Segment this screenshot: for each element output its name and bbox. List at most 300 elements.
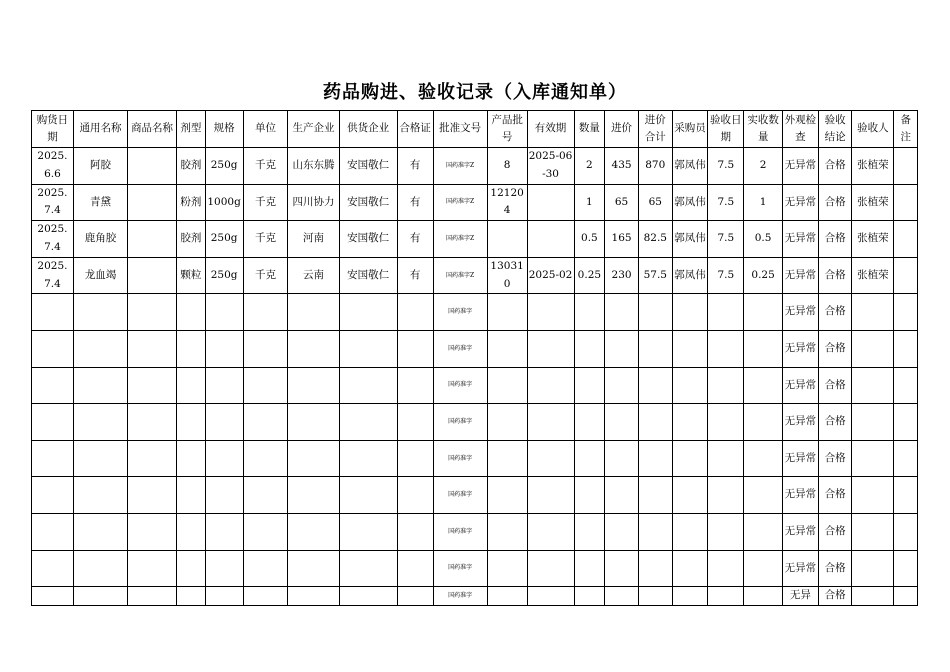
table-cell: 0.5 [574, 221, 605, 258]
table-cell: 无异常 [783, 148, 819, 185]
table-cell [638, 367, 672, 404]
column-header: 产品批号 [487, 111, 527, 148]
table-cell: 千克 [243, 257, 288, 294]
column-header: 实收数量 [744, 111, 783, 148]
table-cell [177, 404, 206, 441]
table-cell [894, 148, 918, 185]
table-cell [73, 404, 127, 441]
table-cell [32, 367, 74, 404]
table-cell [894, 257, 918, 294]
table-cell: 张植荣 [852, 221, 894, 258]
table-cell: 合格 [818, 404, 852, 441]
table-cell: 合格 [818, 184, 852, 221]
table-cell [605, 404, 639, 441]
table-cell [128, 367, 177, 404]
table-cell [128, 221, 177, 258]
table-cell [487, 513, 527, 550]
column-header: 采购员 [672, 111, 708, 148]
table-cell: 无异常 [783, 367, 819, 404]
table-cell [605, 367, 639, 404]
table-cell [397, 330, 433, 367]
table-row [32, 477, 918, 514]
column-header: 生产企业 [288, 111, 339, 148]
table-cell [32, 330, 74, 367]
table-cell: 合格 [818, 257, 852, 294]
table-cell [852, 440, 894, 477]
table-cell [32, 440, 74, 477]
table-cell [205, 404, 243, 441]
table-cell [243, 587, 288, 606]
table-cell [852, 477, 894, 514]
table-cell [852, 550, 894, 587]
table-cell [243, 330, 288, 367]
table-cell [243, 550, 288, 587]
table-cell: 有 [397, 148, 433, 185]
header-row [32, 111, 918, 148]
table-cell [288, 294, 339, 331]
table-cell: 粉剂 [177, 184, 206, 221]
table-cell [73, 330, 127, 367]
table-cell [708, 440, 744, 477]
table-cell [288, 477, 339, 514]
table-cell [708, 330, 744, 367]
table-cell: 合格 [818, 477, 852, 514]
table-cell [605, 294, 639, 331]
table-cell: 无异常 [783, 550, 819, 587]
table-cell: 合格 [818, 440, 852, 477]
table-cell [73, 513, 127, 550]
table-cell [708, 294, 744, 331]
table-cell [339, 294, 397, 331]
table-cell: 国药准字 [433, 477, 487, 514]
table-row [32, 294, 918, 331]
table-cell: 国药准字Z [433, 184, 487, 221]
table-cell: 张植荣 [852, 148, 894, 185]
table-cell: 鹿角胶 [73, 221, 127, 258]
table-cell [177, 587, 206, 606]
table-cell: 合格 [818, 587, 852, 606]
table-cell [397, 404, 433, 441]
table-cell [744, 477, 783, 514]
table-cell: 国药准字 [433, 404, 487, 441]
table-cell [73, 367, 127, 404]
table-cell: 国药准字 [433, 550, 487, 587]
table-cell [288, 330, 339, 367]
table-cell: 颗粒 [177, 257, 206, 294]
table-cell [397, 513, 433, 550]
table-cell [672, 513, 708, 550]
table-cell: 1000g [205, 184, 243, 221]
table-cell [574, 513, 605, 550]
table-cell [744, 440, 783, 477]
table-cell [852, 367, 894, 404]
table-cell: 郭凤伟 [672, 148, 708, 185]
column-header: 合格证 [397, 111, 433, 148]
table-cell: 2 [744, 148, 783, 185]
table-cell [288, 550, 339, 587]
table-cell: 合格 [818, 148, 852, 185]
column-header: 规格 [205, 111, 243, 148]
table-cell [672, 330, 708, 367]
table-cell: 无异常 [783, 257, 819, 294]
column-header: 商品名称 [128, 111, 177, 148]
table-cell: 千克 [243, 184, 288, 221]
table-cell: 无异常 [783, 440, 819, 477]
table-cell [128, 294, 177, 331]
table-cell [527, 550, 574, 587]
table-cell [32, 477, 74, 514]
table-cell: 165 [605, 221, 639, 258]
table-cell [672, 294, 708, 331]
table-cell [638, 294, 672, 331]
table-cell: 千克 [243, 148, 288, 185]
table-cell: 有 [397, 221, 433, 258]
table-row [32, 184, 918, 221]
table-cell: 合格 [818, 513, 852, 550]
table-cell [128, 330, 177, 367]
table-cell: 郭凤伟 [672, 221, 708, 258]
table-cell [128, 404, 177, 441]
table-cell: 230 [605, 257, 639, 294]
table-cell: 安国敬仁 [339, 221, 397, 258]
table-cell [487, 330, 527, 367]
table-cell [205, 367, 243, 404]
table-cell [177, 367, 206, 404]
table-cell [708, 587, 744, 606]
table-cell [177, 550, 206, 587]
table-row [32, 513, 918, 550]
table-cell [574, 440, 605, 477]
table-cell [894, 587, 918, 606]
table-cell [205, 440, 243, 477]
table-cell [73, 587, 127, 606]
table-cell: 2025-06-30 [527, 148, 574, 185]
table-cell [744, 367, 783, 404]
table-cell [744, 513, 783, 550]
table-cell [32, 513, 74, 550]
table-cell [32, 550, 74, 587]
table-cell: 0.25 [744, 257, 783, 294]
table-cell [527, 330, 574, 367]
table-cell [32, 294, 74, 331]
table-cell [288, 440, 339, 477]
table-cell: 无异常 [783, 513, 819, 550]
table-cell [339, 330, 397, 367]
table-cell [605, 587, 639, 606]
table-cell: 1 [574, 184, 605, 221]
table-cell [574, 404, 605, 441]
table-cell [744, 330, 783, 367]
table-cell [177, 477, 206, 514]
table-cell [852, 513, 894, 550]
table-cell [894, 440, 918, 477]
table-cell [205, 477, 243, 514]
table-cell [852, 294, 894, 331]
table-cell: 250g [205, 221, 243, 258]
table-cell [339, 550, 397, 587]
table-cell: 250g [205, 148, 243, 185]
table-cell [638, 404, 672, 441]
column-header: 验收人 [852, 111, 894, 148]
table-cell [243, 404, 288, 441]
table-cell [894, 477, 918, 514]
table-cell [852, 404, 894, 441]
table-row [32, 440, 918, 477]
table-row [32, 550, 918, 587]
table-cell [638, 440, 672, 477]
table-cell: 安国敬仁 [339, 148, 397, 185]
table-cell [243, 477, 288, 514]
table-cell [73, 440, 127, 477]
table-cell: 无异常 [783, 330, 819, 367]
table-cell: 无异常 [783, 294, 819, 331]
table-cell [894, 367, 918, 404]
table-cell [708, 477, 744, 514]
table-cell: 2025.6.6 [32, 148, 74, 185]
table-cell [527, 477, 574, 514]
table-cell [487, 404, 527, 441]
table-cell: 合格 [818, 294, 852, 331]
table-cell [574, 550, 605, 587]
table-cell [894, 550, 918, 587]
table-cell: 0.5 [744, 221, 783, 258]
table-cell [527, 294, 574, 331]
table-cell [894, 221, 918, 258]
table-cell [397, 440, 433, 477]
column-header: 验收结论 [818, 111, 852, 148]
table-cell [852, 330, 894, 367]
table-cell: 2025.7.4 [32, 221, 74, 258]
table-cell: 国药准字 [433, 513, 487, 550]
table-cell [527, 367, 574, 404]
record-table [31, 110, 918, 606]
table-cell [339, 587, 397, 606]
table-cell: 有 [397, 184, 433, 221]
table-cell: 无异常 [783, 221, 819, 258]
table-cell [397, 294, 433, 331]
table-cell [177, 294, 206, 331]
table-cell [605, 477, 639, 514]
table-cell [672, 587, 708, 606]
table-cell: 国药准字Z [433, 257, 487, 294]
table-cell: 130310 [487, 257, 527, 294]
table-cell: 合格 [818, 221, 852, 258]
table-cell [128, 587, 177, 606]
table-cell [638, 330, 672, 367]
table-cell [527, 513, 574, 550]
table-cell [205, 294, 243, 331]
table-cell [527, 404, 574, 441]
table-header [32, 111, 918, 148]
table-cell [574, 294, 605, 331]
table-cell [708, 513, 744, 550]
table-cell [339, 513, 397, 550]
table-body [32, 148, 918, 606]
table-cell: 国药准字 [433, 440, 487, 477]
table-row [32, 257, 918, 294]
table-cell [894, 184, 918, 221]
column-header: 外观检查 [783, 111, 819, 148]
table-cell: 无异常 [783, 477, 819, 514]
table-cell [487, 440, 527, 477]
table-cell [128, 148, 177, 185]
table-cell [243, 513, 288, 550]
table-cell [605, 550, 639, 587]
table-cell [852, 587, 894, 606]
table-cell: 国药准字 [433, 330, 487, 367]
table-cell: 8 [487, 148, 527, 185]
table-cell [288, 513, 339, 550]
column-header: 通用名称 [73, 111, 127, 148]
table-row [32, 148, 918, 185]
table-cell [487, 550, 527, 587]
table-cell: 国药准字Z [433, 148, 487, 185]
table-cell [128, 513, 177, 550]
table-cell [128, 440, 177, 477]
column-header: 有效期 [527, 111, 574, 148]
table-cell: 无异常 [783, 404, 819, 441]
table-cell: 121204 [487, 184, 527, 221]
table-cell: 2025.7.4 [32, 184, 74, 221]
table-cell [708, 404, 744, 441]
table-cell: 82.5 [638, 221, 672, 258]
table-cell [744, 550, 783, 587]
table-cell [527, 221, 574, 258]
table-row [32, 221, 918, 258]
table-cell: 无异常 [783, 184, 819, 221]
table-cell [574, 587, 605, 606]
table-cell [73, 294, 127, 331]
table-cell: 安国敬仁 [339, 257, 397, 294]
table-cell: 无异 [783, 587, 819, 606]
table-cell [487, 367, 527, 404]
table-cell [527, 184, 574, 221]
table-cell [243, 367, 288, 404]
table-cell: 7.5 [708, 221, 744, 258]
table-cell [128, 477, 177, 514]
table-cell [177, 513, 206, 550]
table-cell [339, 440, 397, 477]
table-cell [527, 587, 574, 606]
table-cell: 250g [205, 257, 243, 294]
table-cell: 安国敬仁 [339, 184, 397, 221]
table-cell [894, 404, 918, 441]
column-header: 进价合计 [638, 111, 672, 148]
column-header: 供货企业 [339, 111, 397, 148]
table-cell [487, 294, 527, 331]
table-cell [128, 184, 177, 221]
table-cell [744, 587, 783, 606]
table-cell [605, 330, 639, 367]
table-cell: 57.5 [638, 257, 672, 294]
table-cell [487, 221, 527, 258]
table-cell [397, 367, 433, 404]
table-cell: 7.5 [708, 184, 744, 221]
table-cell: 1 [744, 184, 783, 221]
table-cell: 国药准字Z [433, 221, 487, 258]
table-row [32, 330, 918, 367]
table-cell [672, 477, 708, 514]
table-cell [73, 550, 127, 587]
table-cell [708, 550, 744, 587]
table-cell [672, 367, 708, 404]
table-cell [32, 404, 74, 441]
column-header: 进价 [605, 111, 639, 148]
table-cell: 千克 [243, 221, 288, 258]
table-cell: 合格 [818, 367, 852, 404]
column-header: 验收日期 [708, 111, 744, 148]
table-cell [177, 440, 206, 477]
table-cell [397, 587, 433, 606]
table-cell: 四川协力 [288, 184, 339, 221]
table-cell [605, 440, 639, 477]
table-cell [397, 477, 433, 514]
table-cell [288, 367, 339, 404]
table-cell [128, 257, 177, 294]
table-cell: 青黛 [73, 184, 127, 221]
table-cell [487, 587, 527, 606]
column-header: 备注 [894, 111, 918, 148]
table-cell [397, 550, 433, 587]
table-cell: 国药准字 [433, 367, 487, 404]
table-row [32, 367, 918, 404]
table-row [32, 404, 918, 441]
table-cell [205, 330, 243, 367]
table-cell: 2025-02 [527, 257, 574, 294]
table-cell: 合格 [818, 550, 852, 587]
table-cell [672, 550, 708, 587]
table-cell: 云南 [288, 257, 339, 294]
table-cell: 合格 [818, 330, 852, 367]
table-cell [527, 440, 574, 477]
column-header: 批准文号 [433, 111, 487, 148]
column-header: 单位 [243, 111, 288, 148]
table-row [32, 587, 918, 606]
table-cell [243, 294, 288, 331]
table-cell: 张植荣 [852, 257, 894, 294]
table-cell [638, 513, 672, 550]
table-cell [205, 587, 243, 606]
table-cell: 65 [638, 184, 672, 221]
table-cell: 郭凤伟 [672, 184, 708, 221]
column-header: 剂型 [177, 111, 206, 148]
table-cell [32, 587, 74, 606]
table-cell [894, 330, 918, 367]
table-cell [205, 550, 243, 587]
table-cell [894, 294, 918, 331]
table-cell: 河南 [288, 221, 339, 258]
table-cell: 65 [605, 184, 639, 221]
table-cell: 有 [397, 257, 433, 294]
table-cell [574, 367, 605, 404]
table-cell: 0.25 [574, 257, 605, 294]
table-cell [288, 404, 339, 441]
table-cell: 7.5 [708, 148, 744, 185]
table-cell [672, 440, 708, 477]
column-header: 购货日期 [32, 111, 74, 148]
table-cell [638, 587, 672, 606]
table-cell [672, 404, 708, 441]
table-cell [605, 513, 639, 550]
table-cell [638, 477, 672, 514]
table-cell: 2025.7.4 [32, 257, 74, 294]
table-cell [288, 587, 339, 606]
table-cell [128, 550, 177, 587]
table-cell: 张植荣 [852, 184, 894, 221]
table-cell [205, 513, 243, 550]
table-cell [177, 330, 206, 367]
table-cell [894, 513, 918, 550]
